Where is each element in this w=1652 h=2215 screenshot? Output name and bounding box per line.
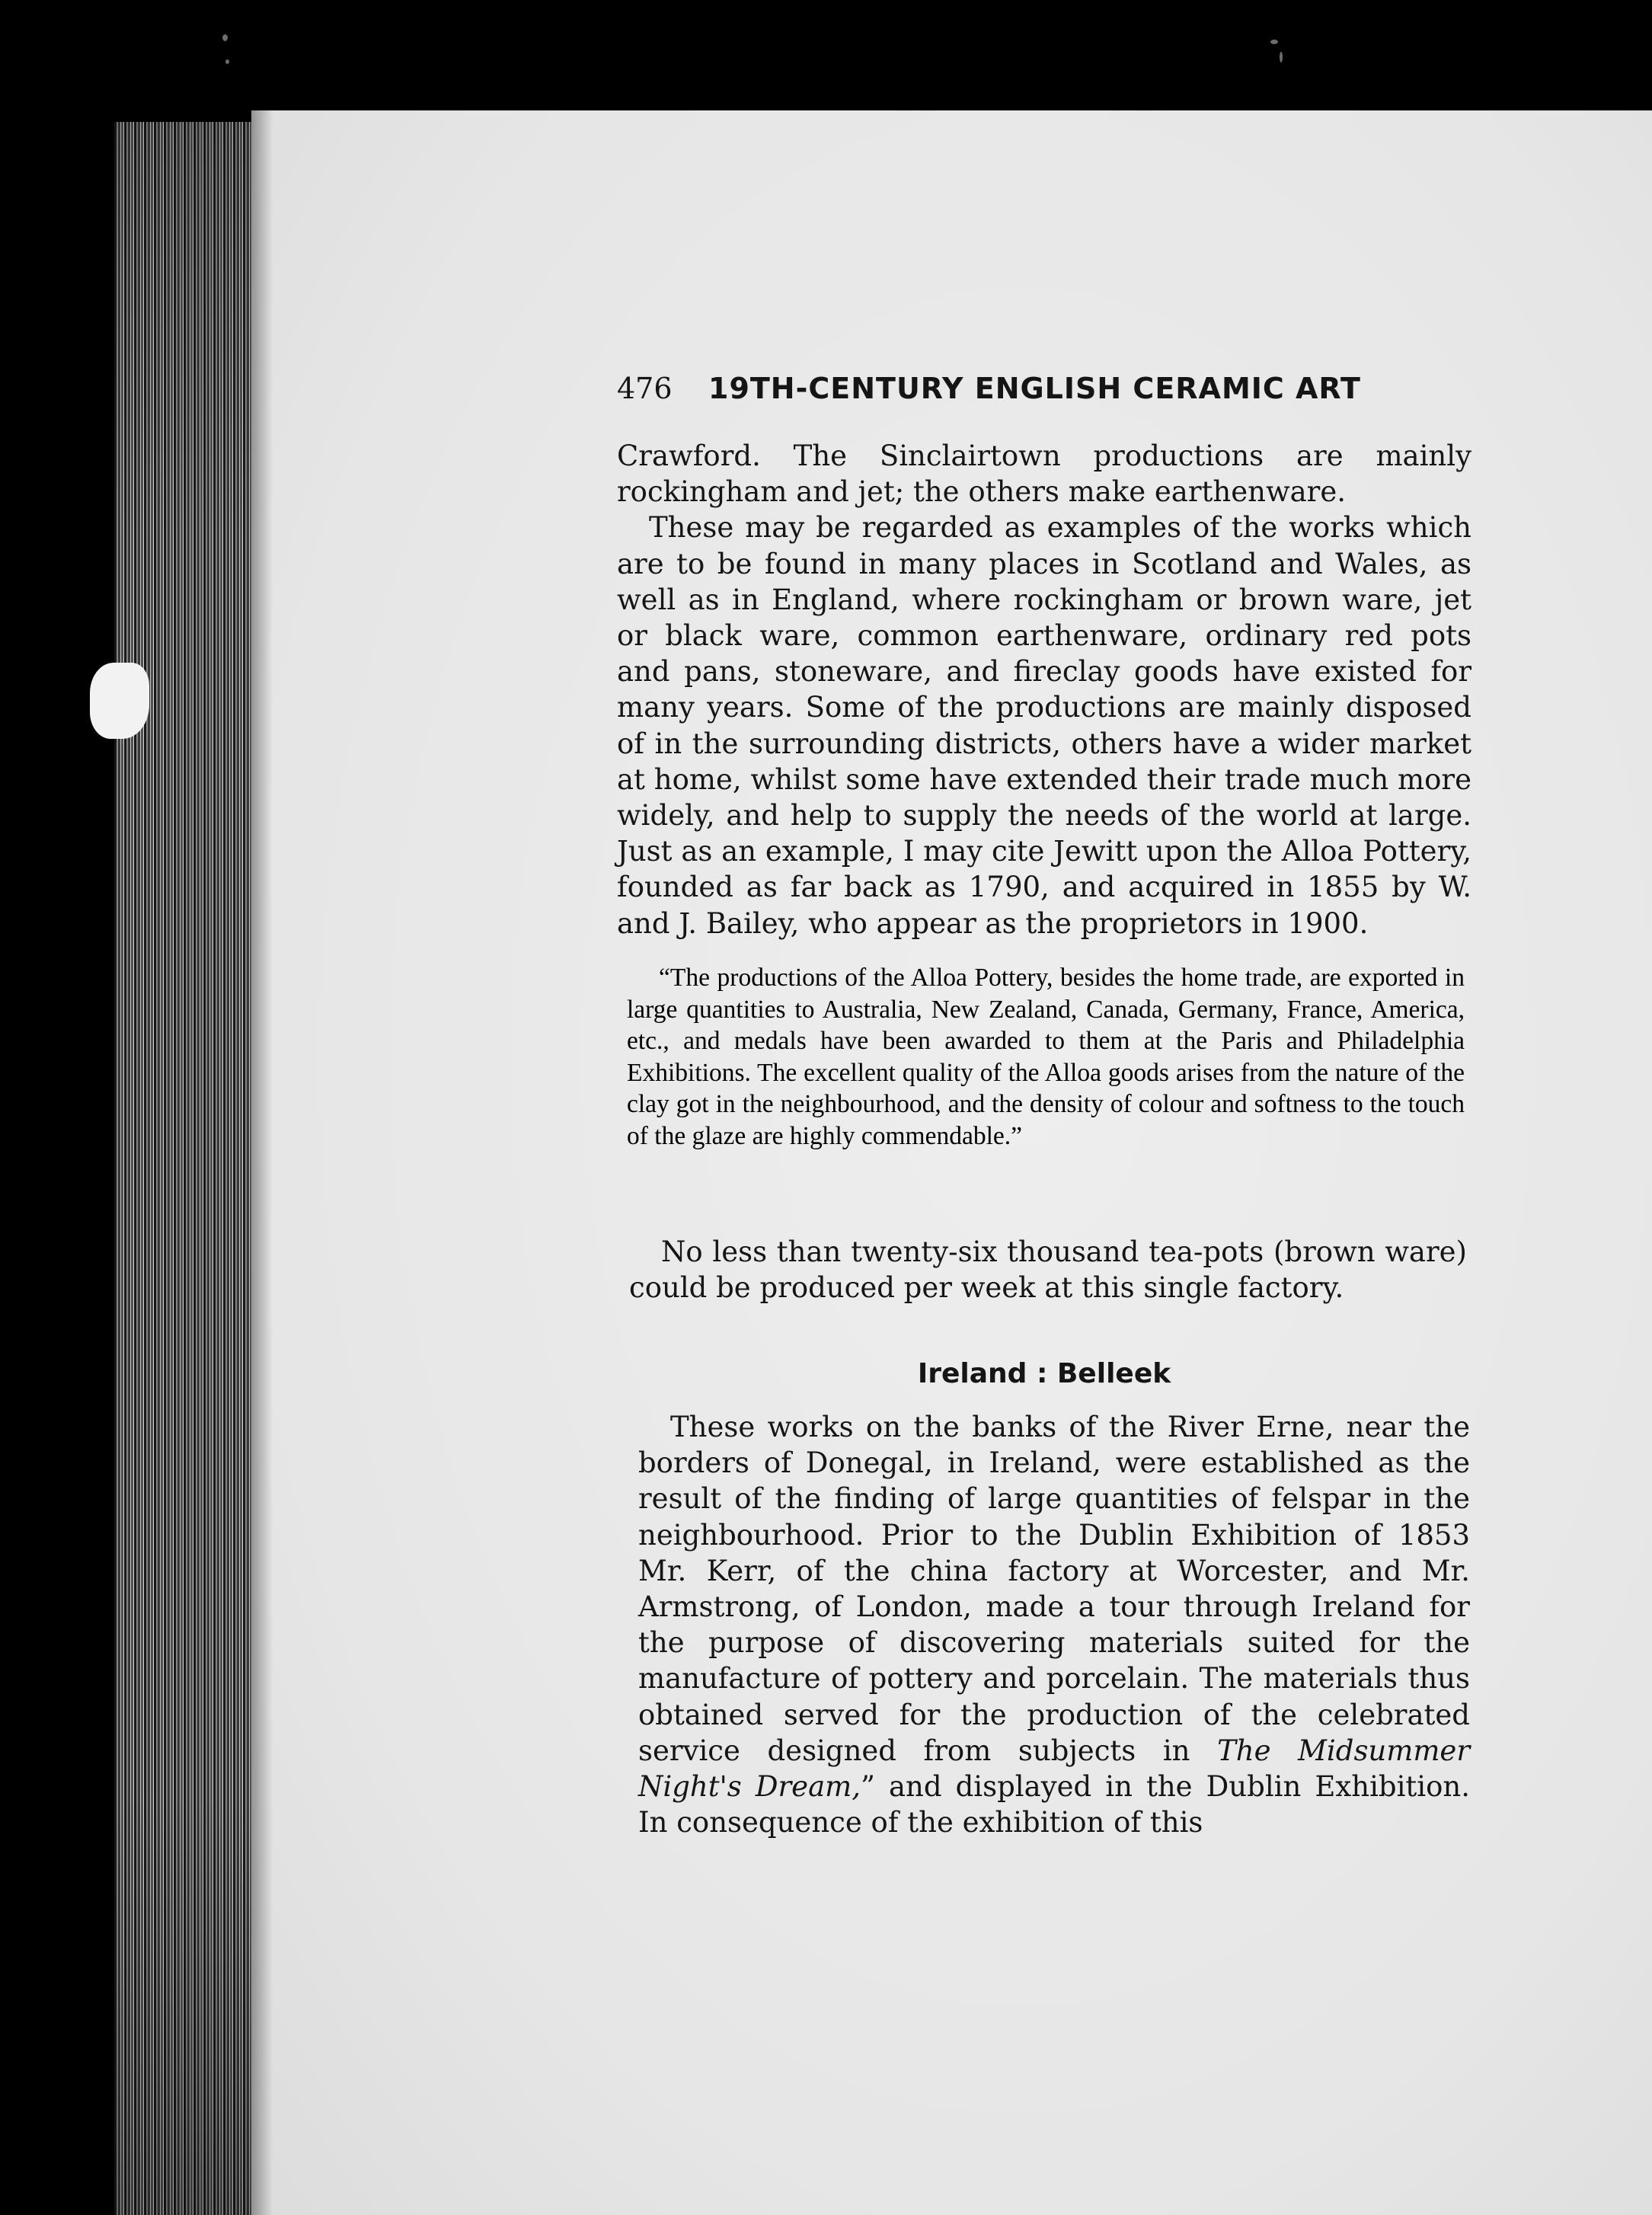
page-number: 476	[617, 372, 673, 405]
running-title: 19TH-CENTURY ENGLISH CERAMIC ART	[708, 372, 1361, 405]
book-page-edges	[114, 122, 259, 2215]
book-page	[251, 110, 1652, 2215]
belleek-text-part-1: These works on the banks of the River Erne, near the borders of Donegal, in Ireland, were established as the result of the finding of large quantities of felspar in the neighbourhood. Prior to the Dublin Exhibition of 1853 Mr. Kerr, of the china factory at Worcester, and Mr. Armstrong, of London, made a tour through Ireland for the purpose of discovering materials suited for the manufacture of pottery and porcelain. The materials thus obtained served for the production of the celebrated service designed from subjects in	[638, 1411, 1470, 1767]
belleek-text-part-2: ” and displayed in the Dublin Exhibition. In consequence of the exhibition of this	[638, 1770, 1471, 1839]
dust-speck	[1280, 52, 1283, 62]
quote-text: “The productions of the Alloa Pottery, besides the home trade, are exported in large quantities to Australia, New Zealand, Canada, Germany, France, America, etc., and medals have been awarded to them at the Paris and Philadelphia Exhibitions. The excellent quality of the Alloa goods arises from the nature of the clay got in the neighbourhood, and the density of colour and softness to the touch of the glaze are highly commendable.”	[627, 964, 1465, 1150]
dust-speck	[222, 34, 228, 41]
body-text-upper	[617, 438, 1471, 941]
body-text-middle	[629, 1234, 1467, 1306]
paragraph-continuation: Crawford. The Sinclairtown productions are mainly rockingham and jet; the others make earthenware.	[617, 439, 1471, 509]
dust-speck	[1270, 40, 1278, 44]
section-heading: Ireland : Belleek	[917, 1358, 1171, 1389]
dust-speck	[225, 59, 229, 64]
paper-tab	[90, 663, 149, 739]
play-title: The Midsummer Night's Dream,	[638, 1734, 1471, 1804]
running-head	[617, 372, 1471, 417]
paragraph-examples: These may be regarded as examples of the works which are to be found in many places in Scotland and Wales, as well as in England, where rockingham or brown ware, jet or black ware, common earthenware, ordinary red pots and pans, stoneware, and fireclay goods have existed for many years. Some of the productions are mainly disposed of in the surrounding districts, others have a wider market at home, whilst some have extended their trade much more widely, and help to supply the needs of the world at large. Just as an example, I may cite Jewitt upon the Alloa Pottery, founded as far back as 1790, and acquired in 1855 by W. and J. Bailey, who appear as the proprietors in 1900.	[617, 511, 1471, 940]
paragraph-belleek	[638, 1409, 1470, 1840]
body-text-lower	[638, 1409, 1470, 1840]
block-quote	[627, 962, 1465, 1152]
paragraph-teapots: No less than twenty-six thousand tea-pots (brown ware) could be produced per week at this single factory.	[629, 1235, 1467, 1305]
gutter-shadow	[251, 110, 273, 2215]
